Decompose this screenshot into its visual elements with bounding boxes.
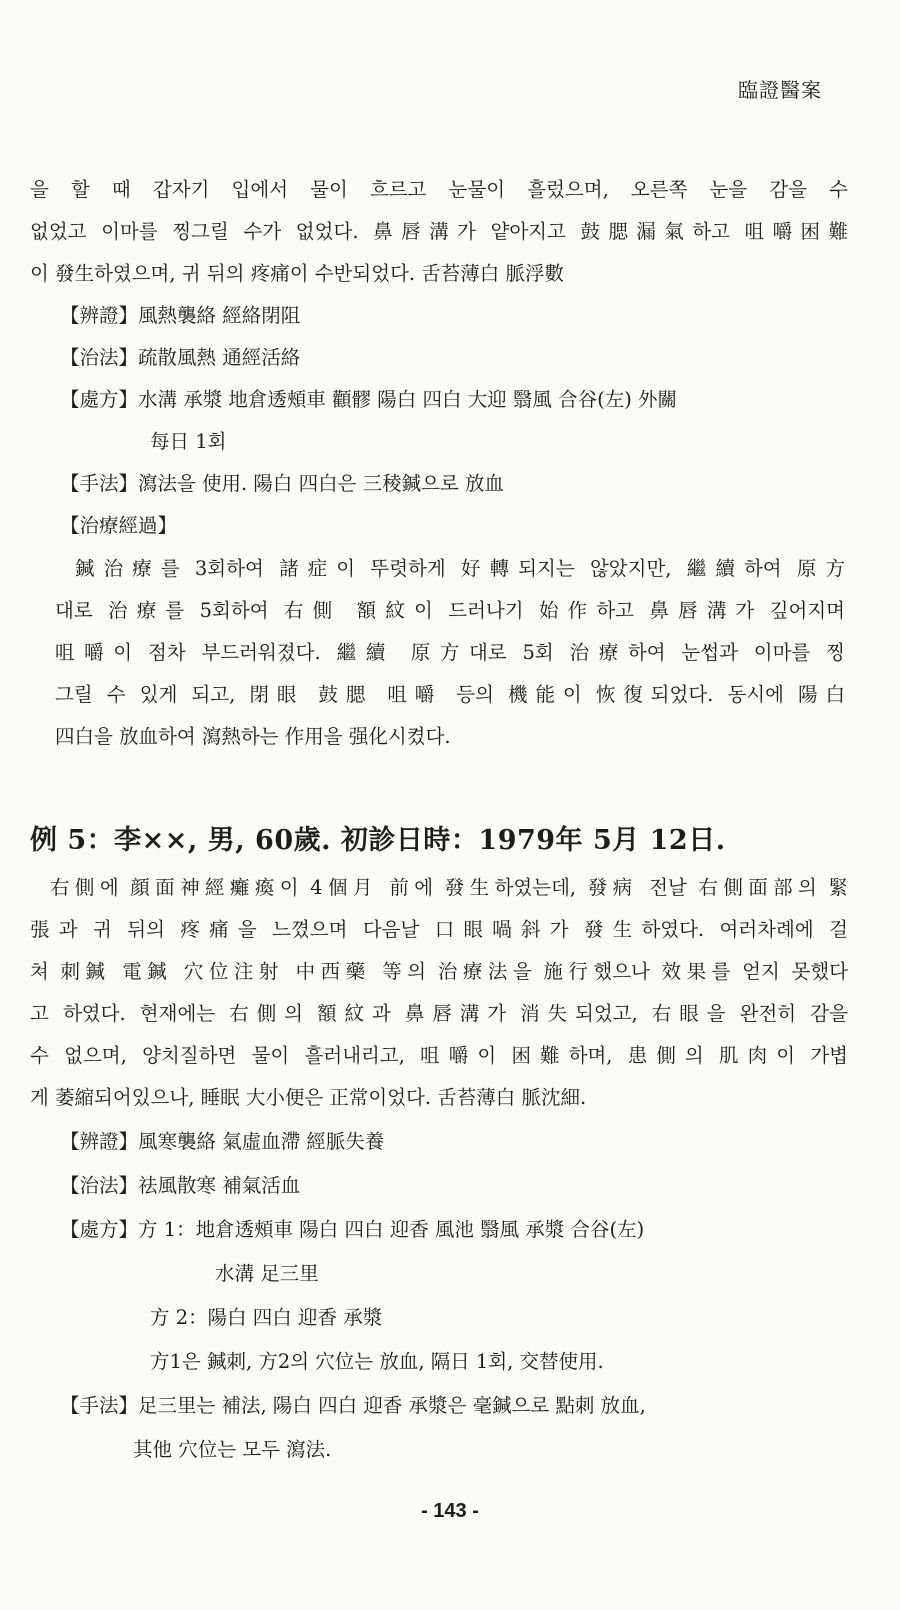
case4-zhifa: 【治法】疏散風熱 通經活絡 bbox=[60, 346, 301, 369]
case5-shoufa: 【手法】足三里는 補法, 陽白 四白 迎香 承漿은 毫鍼으로 點刺 放血, bbox=[60, 1394, 646, 1417]
case5-line-2: 張과 귀 뒤의 疼痛을 느꼈으며 다음날 口眼喎斜가 發生하였다. 여러차례에 걸 bbox=[30, 918, 848, 941]
case4-chufang-cont: 每日 1회 bbox=[150, 430, 227, 453]
case5-bianzheng: 【辨證】風寒襲絡 氣虛血滯 經脈失養 bbox=[60, 1130, 385, 1153]
case4-course-line-1: 鍼治療를 3회하여 諸症이 뚜렷하게 好轉되지는 않았지만, 繼續하여 原方 bbox=[75, 557, 845, 580]
case4-shoufa: 【手法】瀉法을 使用. 陽白 四白은 三稜鍼으로 放血 bbox=[60, 472, 505, 495]
running-header: 臨證醫案 bbox=[738, 78, 822, 102]
intro-line-3: 이 發生하였으며, 귀 뒤의 疼痛이 수반되었다. 舌苔薄白 脈浮數 bbox=[30, 262, 565, 285]
intro-line-2: 없었고 이마를 찡그릴 수가 없었다. 鼻唇溝가 얕아지고 鼓腮漏氣하고 咀嚼困難 bbox=[30, 220, 848, 243]
case4-course-line-4: 그릴 수 있게 되고, 閉眼 鼓腮 咀嚼 등의 機能이 恢復되었다. 동시에 陽白 bbox=[55, 683, 845, 706]
case4-course-line-5: 四白을 放血하여 瀉熱하는 作用을 强化시켰다. bbox=[55, 725, 451, 748]
case4-course-line-3: 咀嚼이 점차 부드러워졌다. 繼續 原方대로 5회 治療하여 눈썹과 이마를 찡 bbox=[55, 641, 845, 664]
case5-zhifa: 【治法】祛風散寒 補氣活血 bbox=[60, 1174, 301, 1197]
page-number: - 143 - bbox=[421, 1500, 479, 1522]
case5-title: 例 5：李××, 男, 60歲. 初診日時：1979年 5月 12日. bbox=[30, 825, 726, 856]
case5-fang1-cont: 水溝 足三里 bbox=[215, 1262, 319, 1285]
case5-fang-note: 方1은 鍼刺, 方2의 穴位는 放血, 隔日 1회, 交替使用. bbox=[150, 1350, 604, 1373]
case4-bianzheng: 【辨證】風熱襲絡 經絡閉阻 bbox=[60, 304, 301, 327]
case5-line-3: 쳐 刺鍼 電鍼 穴位注射 中西藥 等의 治療法을 施行했으나 效果를 얻지 못했다 bbox=[30, 960, 848, 983]
case4-chufang: 【處方】水溝 承漿 地倉透頰車 顴髎 陽白 四白 大迎 翳風 合谷(左) 外關 bbox=[60, 388, 678, 411]
intro-line-1: 을 할 때 갑자기 입에서 물이 흐르고 눈물이 흘렀으며, 오른쪽 눈을 감을 수 bbox=[30, 178, 848, 201]
case5-line-5: 수 없으며, 양치질하면 물이 흘러내리고, 咀嚼이 困難하며, 患側의 肌肉이 가볍 bbox=[30, 1044, 848, 1067]
case5-fang1: 【處方】方 1：地倉透頰車 陽白 四白 迎香 風池 翳風 承漿 合谷(左) bbox=[60, 1218, 645, 1241]
case4-course-title: 【治療經過】 bbox=[60, 514, 178, 537]
case5-line-1: 右側에 顔面神經癱瘓이 4個月 前에 發生하였는데, 發病 전날 右側面部의 緊 bbox=[50, 876, 848, 899]
case5-shoufa-cont: 其他 穴位는 모두 瀉法. bbox=[133, 1438, 332, 1461]
case5-fang2: 方 2：陽白 四白 迎香 承漿 bbox=[150, 1306, 383, 1329]
case5-line-4: 고 하였다. 현재에는 右側의 額紋과 鼻唇溝가 消失되었고, 右眼을 완전히 감을 bbox=[30, 1002, 848, 1025]
case5-line-6: 게 萎縮되어있으나, 睡眠 大小便은 正常이었다. 舌苔薄白 脈沈細. bbox=[30, 1086, 587, 1109]
case4-course-line-2: 대로 治療를 5회하여 右側 額紋이 드러나기 始作하고 鼻唇溝가 깊어지며 bbox=[55, 599, 845, 622]
